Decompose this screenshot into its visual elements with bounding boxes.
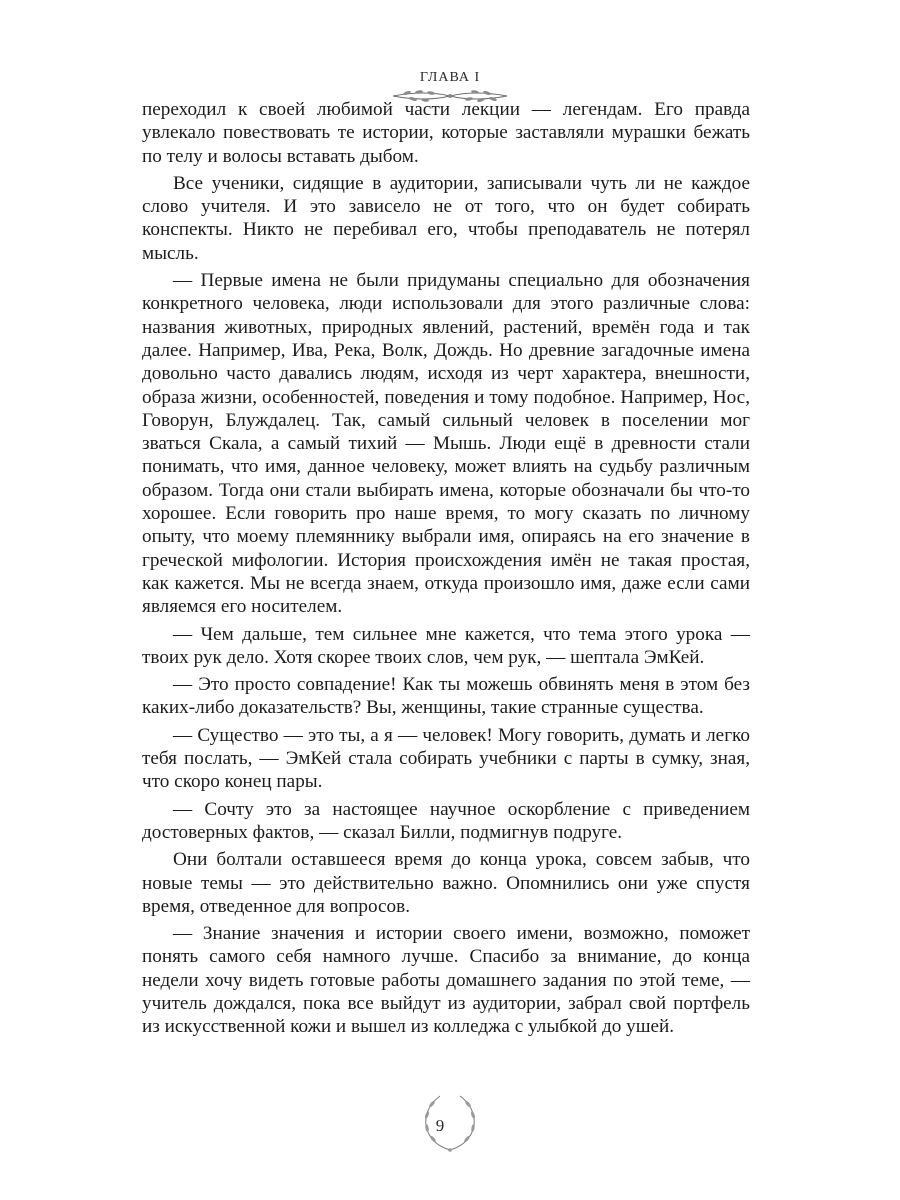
- paragraph: переходил к своей любимой части лекции — легендам. Его правда увлекало повествовать те истории, которые заставляли мурашки бежать по телу и волосы вставать дыбом.: [142, 99, 750, 167]
- paragraph: — Чем дальше, тем сильнее мне кажется, что тема этого урока — твоих рук дело. Хотя скорее твоих слов, чем рук, — шептала ЭмКей.: [142, 623, 750, 668]
- paragraph: — Знание значения и истории своего имени, возможно, поможет понять самого себя намного лучше. Спасибо за внимание, до конца недели хочу видеть готовые работы домашнего задания по этой теме, — учитель дождался, пока все выйдут из аудитории, забрал свой портфель из искусственной кожи и вышел из колледжа с улыбкой до ушей.: [142, 923, 750, 1038]
- body-text: [142, 98, 750, 1039]
- paragraph: — Сочту это за настоящее научное оскорбление с приведением достоверных фактов, — сказал Билли, подмигнув подруге.: [142, 798, 750, 843]
- page-number: 9: [435, 1116, 445, 1135]
- paragraph: Они болтали оставшееся время до конца урока, совсем забыв, что новые темы — это действительно важно. Опомнились они уже спустя время, отведенное для вопросов.: [142, 849, 750, 917]
- paragraph: — Это просто совпадение! Как ты можешь обвинять меня в этом без каких-либо доказательств? Вы, женщины, такие странные существа.: [142, 674, 750, 719]
- page-folio: [0, 1088, 900, 1158]
- paragraph: — Существо — это ты, а я — человек! Могу говорить, думать и легко тебя послать, — ЭмКей стала собирать учебники с парты в сумку, зная, что скоро конец пары.: [142, 724, 750, 793]
- paragraph: Все ученики, сидящие в аудитории, записывали чуть ли не каждое слово учителя. И это зависело не от того, что он будет собирать конспекты. Никто не перебивал его, чтобы преподаватель не потерял мысль.: [142, 172, 750, 264]
- chapter-title: ГЛАВА I: [419, 70, 481, 85]
- paragraph: — Первые имена не были придуманы специально для обозначения конкретного человека, люди использовали для этого различные слова: названия животных, природных явлений, растений, времён года и так далее. Например, Ива, Река, Волк, Дождь. Но древние загадочные имена довольно часто давались людям, исходя из черт характера, внешности, образа жизни, особенностей, поведения и тому подобное. Например, Нос, Говорун, Блуждалец. Так, самый сильный человек в поселении мог зваться Скала, а самый тихий — Мышь. Люди ещё в древности стали понимать, что имя, данное человеку, может влиять на судьбу различным образом. Тогда они стали выбирать имена, которые обозначали бы что-то хорошее. Если говорить про наше время, то могу сказать по личному опыту, что моему племяннику выбрали имя, опираясь на его значение в греческой мифологии. История происхождения имён не такая простая, как кажется. Мы не всегда знаем, откуда произошло имя, даже если сами являемся его носителем.: [142, 270, 750, 618]
